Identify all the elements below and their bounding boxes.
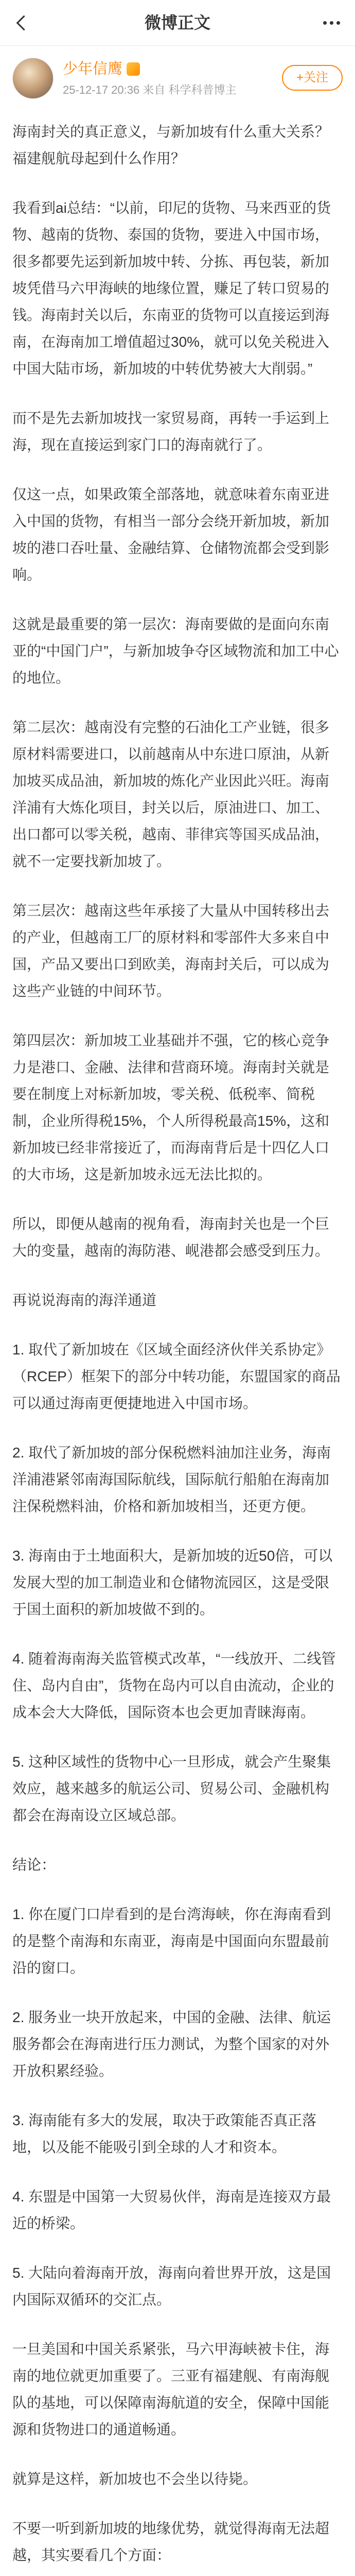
more-button[interactable] (317, 9, 346, 36)
list-item: 5. 大陆向着海南开放，海南向着世界开放，这是国内国际双循环的交汇点。 (12, 2265, 331, 2308)
list-item: 1. 取代了新加坡在《区域全面经济伙伴关系协定》（RCEP）框架下的部分中转功能，东盟国家的商品可以通过海南更便捷地进入中国市场。 (12, 1342, 341, 1411)
author-info (63, 59, 258, 98)
vip-badge-icon (127, 62, 140, 76)
list-item: 4. 随着海南海关监管模式改革，“一线放开、二线管住、岛内自由”，货物在岛内可以自由流动，企业的成本会大大降低，国际资本也会更加青睐海南。 (12, 1651, 336, 1720)
post-paragraph: 这就是最重要的第一层次：海南要做的是面向东南亚的“中国门户”，与新加坡争夺区域物流和加工中心的地位。 (12, 616, 339, 686)
post-paragraph: 海南封关的真正意义，与新加坡有什么重大关系？福建舰航母起到什么作用？ (12, 124, 330, 166)
author-name-line (63, 59, 258, 79)
post-paragraph: 就算是这样，新加坡也不会坐以待毙。 (12, 2471, 258, 2487)
post-paragraph: 仅这一点，如果政策全部落地，就意味着东南亚进入中国的货物，有相当一部分会绕开新加坡，新加坡的港口吞吐量、金融结算、仓储物流都会受到影响。 (12, 486, 330, 583)
list-item: 3. 海南能有多大的发展，取决于政策能否真正落地，以及能不能吸引到全球的人才和资本。 (12, 2112, 317, 2155)
post-paragraph: 不要一听到新加坡的地缘优势，就觉得海南无法超越，其实要看几个方面： (12, 2520, 330, 2563)
more-dots-icon (323, 21, 327, 25)
post-meta: 25-12-17 20:36 来自 科学科普博主 (63, 83, 237, 96)
post-paragraph: 第二层次：越南没有完整的石油化工产业链，很多原材料需要进口，以前越南从中东进口原油，从新加坡买成品油，新加坡的炼化产业因此兴旺。海南洋浦有大炼化项目，封关以后，原油进口、加工、出口都可以零关税，越南、菲律宾等国买成品油，就不一定要找新加坡了。 (12, 719, 330, 869)
post-paragraph: 而不是先去新加坡找一家贸易商，再转一手运到上海，现在直接运到家门口的海南就行了。 (12, 410, 330, 453)
post-paragraph: 所以，即便从越南的视角看，海南封关也是一个巨大的变量，越南的海防港、岘港都会感受到压力。 (12, 1216, 330, 1259)
post-paragraph: 一旦美国和中国关系紧张，马六甲海峡被卡住，海南的地位就更加重要了。三亚有福建舰、有南海舰队的基地，可以保障南海航道的安全，保障中国能源和货物进口的通道畅通。 (12, 2341, 330, 2437)
list-item: 2. 取代了新加坡的部分保税燃料油加注业务，海南洋浦港紧邻南海国际航线，国际航行船舶在海南加注保税燃料油，价格和新加坡相当，还更方便。 (12, 1445, 331, 1514)
list-item: 1. 你在厦门口岸看到的是台湾海峡，你在海南看到的是整个南海和东南亚，海南是中国面向东盟最前沿的窗口。 (12, 1906, 331, 1976)
post-paragraph: 第三层次：越南这些年承接了大量从中国转移出去的产业，但越南工厂的原材料和零部件大多来自中国，产品又要出口到欧美，海南封关后，可以成为这些产业链的中间环节。 (12, 903, 330, 999)
avatar[interactable] (12, 58, 54, 99)
more-dots-icon (336, 21, 340, 25)
list-item: 3. 海南由于土地面积大，是新加坡的近50倍，可以发展大型的加工制造业和仓储物流园区，这是受限于国土面积的新加坡做不到的。 (12, 1548, 333, 1617)
section-heading: 再说说海南的海洋通道 (12, 1292, 157, 1308)
more-dots-icon (330, 21, 333, 25)
author-row (12, 54, 343, 103)
top-nav-bar (0, 0, 355, 46)
post-paragraph: 我看到ai总结：“以前，印尼的货物、马来西亚的货物、越南的货物、泰国的货物，要进入中国市场，很多都要先运到新加坡中转、分拣、再包装，新加坡凭借马六甲海峡的地缘位置，赚足了转口贸易的钱。海南封关以后，东南亚的货物可以直接运到海南，在海南加工增值超过30%，就可以免关税进入中国大陆市场，新加坡的中转优势被大大削弱。” (12, 200, 331, 377)
post-paragraph: 第四层次：新加坡工业基础并不强，它的核心竞争力是港口、金融、法律和营商环境。海南封关就是要在制度上对标新加坡，零关税、低税率、简税制，企业所得税15%，个人所得税最高15%，这和新加坡已经非常接近了，而海南背后是十四亿人口的大市场，这是新加坡永远无法比拟的。 (12, 1032, 330, 1182)
section-heading: 结论： (12, 1857, 56, 1873)
post-body (12, 118, 343, 2576)
list-item: 4. 东盟是中国第一大贸易伙伴，海南是连接双方最近的桥梁。 (12, 2189, 331, 2231)
page-title: 微博正文 (144, 13, 210, 32)
list-item: 5. 这种区域性的货物中心一旦形成，就会产生聚集效应，越来越多的航运公司、贸易公司、金融机构都会在海南设立区域总部。 (12, 1754, 331, 1823)
list-item: 2. 服务业一块开放起来，中国的金融、法律、航运服务都会在海南进行压力测试，为整个国家的对外开放积累经验。 (12, 2009, 331, 2079)
follow-button[interactable]: +关注 (282, 65, 343, 91)
author-name[interactable]: 少年信鹰 (63, 61, 123, 77)
